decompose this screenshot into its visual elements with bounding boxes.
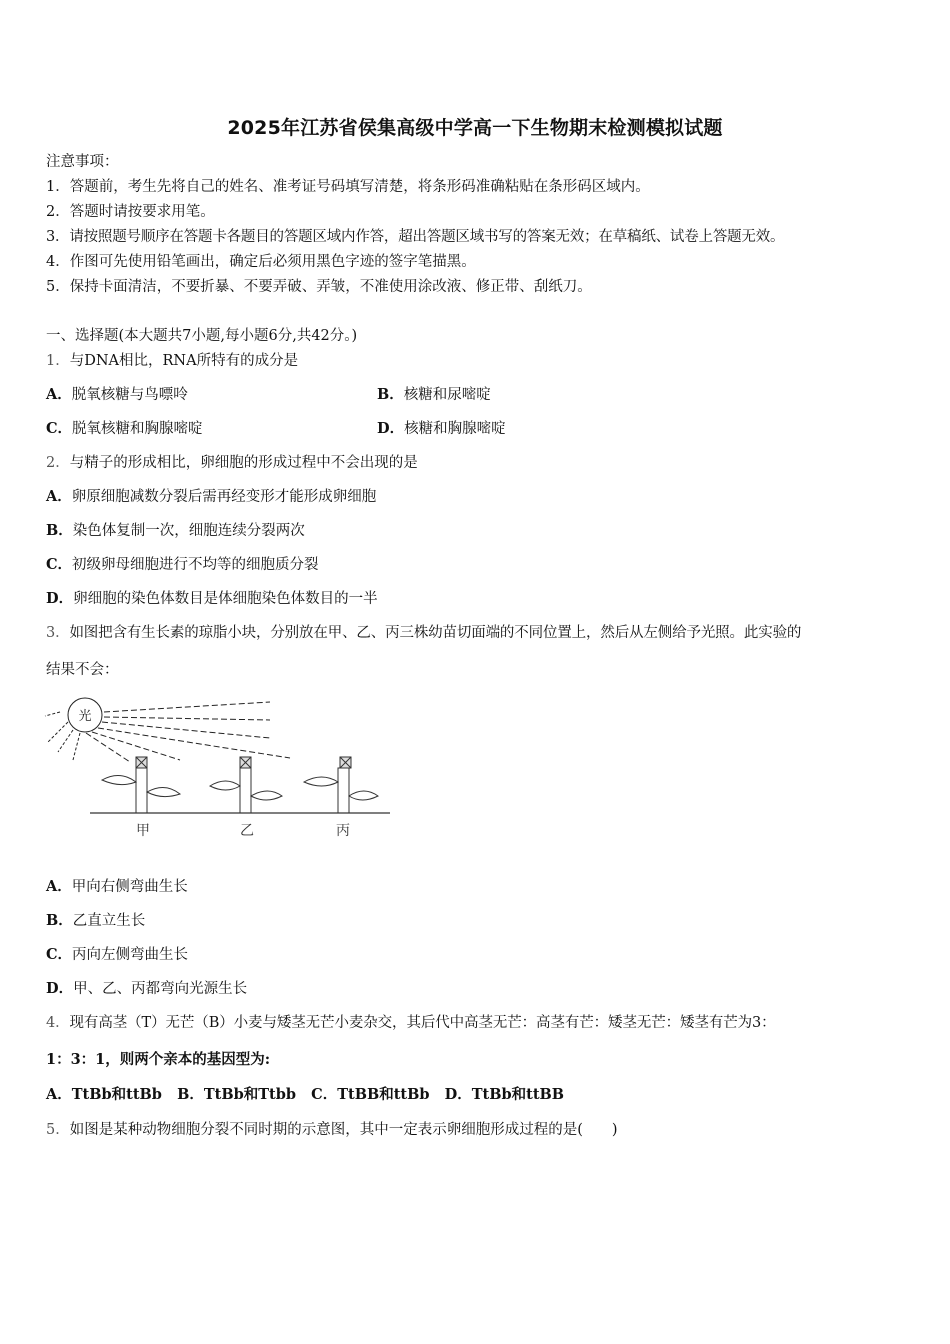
question-4-stem-cont: 1：3：1，则两个亲本的基因型为: [46,1051,271,1068]
question-3-stem-cont: 结果不会： [46,662,119,678]
option-label: C． [311,1086,338,1103]
question-3 [46,623,801,643]
option-text: 初级卵母细胞进行不均等的细胞质分裂 [72,557,319,573]
notice-item-1: 1．答题前，考生先将自己的姓名、准考证号码填写清楚，将条形码准确粘贴在条形码区域内。 [46,179,650,195]
option-text: 卵细胞的染色体数目是体细胞染色体数目的一半 [73,591,378,607]
option-text: 甲、乙、丙都弯向光源生长 [73,981,248,997]
option-text: 核糖和尿嘧啶 [403,387,491,403]
question-5 [46,1120,618,1140]
question-number: 1． [46,353,70,369]
q3-option-d [46,979,247,999]
option-label: B． [177,1086,204,1103]
option-text: 丙向左侧弯曲生长 [72,947,189,963]
section-header: 一、选择题(本大题共7小题,每小题6分,共42分。) [46,328,358,344]
q3-option-b [46,911,145,931]
option-label: D． [444,1086,472,1103]
seedling-plant-3 [304,757,378,813]
option-text: 乙直立生长 [72,913,146,929]
notice-item-4: 4．作图可先使用铅笔画出，确定后必须用黑色字迹的签字笔描黑。 [46,254,476,270]
sun-icon [45,698,290,762]
notice-item-5: 5．保持卡面清洁，不要折暴、不要弄破、弄皱，不准使用涂改液、修正带、刮纸刀。 [46,279,592,295]
question-2 [46,453,418,473]
option-text: 染色体复制一次，细胞连续分裂两次 [72,523,305,539]
option-text: 核糖和胸腺嘧啶 [404,421,506,437]
option-label: B． [377,386,404,403]
q2-option-a [46,487,376,507]
option-text: TtBb和Ttbb [203,1086,297,1103]
q2-option-b [46,521,305,541]
seedling-plant-1 [102,757,180,813]
question-stem: 如图把含有生长素的琼脂小块，分别放在甲、乙、丙三株幼苗切面端的不同位置上，然后从左侧给予光照。此实验的 [69,625,802,641]
option-text: TtBb和ttBb [71,1086,162,1103]
option-label: C． [46,946,73,963]
plant-label-2: 乙 [240,823,254,839]
notice-item-3: 3．请按照题号顺序在答题卡各题目的答题区域内作答，超出答题区域书写的答案无效；在草稿纸、试卷上答题无效。 [46,229,785,245]
question-4 [46,1013,776,1033]
q1-option-d [377,419,506,439]
question-number: 2． [46,455,70,471]
option-label: A． [46,488,72,505]
phototropism-figure [40,690,400,845]
option-label: A． [46,878,72,895]
q1-option-c [46,419,203,439]
option-text: 甲向右侧弯曲生长 [71,879,188,895]
option-label: D． [46,590,74,607]
q2-option-c [46,555,319,575]
option-text: 脱氧核糖和胸腺嘧啶 [72,421,203,437]
q1-option-b [377,385,491,405]
sun-label: 光 [78,709,92,724]
question-1 [46,351,298,371]
q3-option-a [46,877,188,897]
question-number: 5． [46,1122,70,1138]
option-label: B． [46,912,73,929]
q3-option-c [46,945,188,965]
question-stem: 现有高茎（T）无芒（B）小麦与矮茎无芒小麦杂交，其后代中高茎无芒：高茎有芒：矮茎无芒：矮茎有芒为3： [69,1015,776,1031]
option-text: TtBB和ttBb [337,1086,430,1103]
option-label: B． [46,522,73,539]
plant-label-3: 丙 [336,823,350,839]
question-stem: 与精子的形成相比，卵细胞的形成过程中不会出现的是 [69,455,418,471]
option-label: D． [46,980,74,997]
q4-options [46,1085,564,1105]
q1-option-a [46,385,188,405]
notice-item-2: 2．答题时请按要求用笔。 [46,204,215,220]
option-label: A． [46,386,72,403]
page-title: 2025年江苏省侯集高级中学高一下生物期末检测模拟试题 [227,117,723,139]
option-label: C． [46,420,73,437]
question-stem: 与DNA相比，RNA所特有的成分是 [69,353,299,369]
option-text: 脱氧核糖与鸟嘌呤 [71,387,188,403]
question-stem: 如图是某种动物细胞分裂不同时期的示意图，其中一定表示卵细胞形成过程的是( ) [69,1122,618,1138]
option-label: C． [46,556,73,573]
option-text: 卵原细胞减数分裂后需再经变形才能形成卵细胞 [71,489,377,505]
option-label: A． [46,1086,72,1103]
question-number: 3． [46,625,70,641]
plant-label-1: 甲 [136,823,150,839]
q2-option-d [46,589,378,609]
notice-heading: 注意事项： [46,154,119,170]
option-label: D． [377,420,405,437]
question-number: 4． [46,1015,70,1031]
seedling-plant-2 [210,757,282,813]
option-text: TtBb和ttBB [471,1086,565,1103]
